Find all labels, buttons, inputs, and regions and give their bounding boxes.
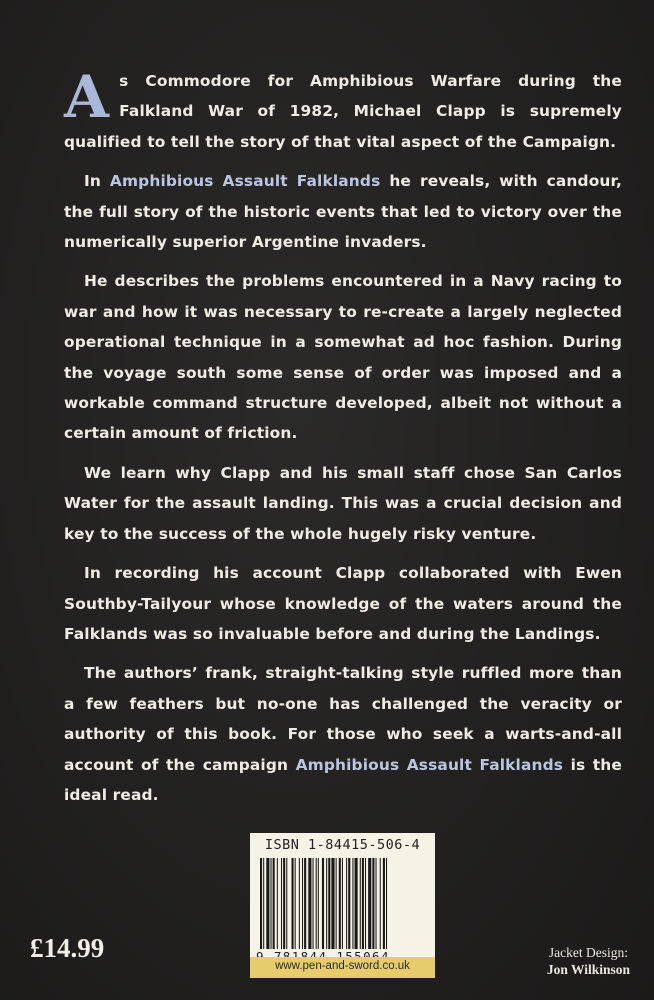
publisher-url: www.pen-and-sword.co.uk <box>275 960 410 972</box>
drop-cap: A <box>64 63 110 131</box>
credit-name: Jon Wilkinson <box>546 962 630 977</box>
blurb-paragraph-1 <box>64 63 622 157</box>
back-cover-blurb <box>64 63 622 819</box>
barcode-icon <box>260 858 425 950</box>
book-title-reference: Amphibious Assault Falklands <box>109 172 381 191</box>
publisher-url-strip <box>250 957 435 978</box>
blurb-p2-pre: In <box>84 172 110 191</box>
book-title-reference: Amphibious Assault Falklands <box>295 755 564 774</box>
blurb-paragraph-2 <box>64 166 622 257</box>
blurb-paragraph-3: He describes the problems encountered in a Navy racing to war and how it was necessary to re-create a largely neglected operational technique in a somewhat ad hoc fashion. During the voyage south some sense of order was imposed and a workable command structure developed, albeit not without a certain amount of friction. <box>64 272 622 443</box>
blurb-paragraph-6 <box>64 658 622 810</box>
blurb-paragraph-4: We learn why Clapp and his small staff chose San Carlos Water for the assault landing. This was a crucial decision and key to the success of the whole hugely risky venture. <box>64 463 622 543</box>
jacket-design-credit <box>547 944 630 978</box>
blurb-p2-post: he reveals, with candour, the full story of the historic events that led to victory over the numerically superior Argentine invaders. <box>64 172 622 252</box>
barcode-panel <box>250 833 435 978</box>
credit-label: Jacket Design: <box>548 945 628 960</box>
blurb-p1-text: s Commodore for Amphibious Warfare during the Falkland War of 1982, Michael Clapp is supremely qualified to tell the story of that vital aspect of the Campaign. <box>64 72 622 151</box>
price-label: £14.99 <box>30 933 105 963</box>
blurb-p6-pre: The authors’ frank, straight-talking style ruffled more than a few feathers but no-one has challenged the veracity or authority of this book. For those who seek a warts-and-all account of the campaign <box>64 664 622 774</box>
blurb-p6-post: is the ideal read. <box>64 755 622 804</box>
blurb-paragraph-5: In recording his account Clapp collaborated with Ewen Southby-Tailyour whose knowledge of the waters around the Falklands was so invaluable before and during the Landings. <box>64 564 622 643</box>
isbn-label: ISBN 1-84415-506-4 <box>264 837 421 853</box>
